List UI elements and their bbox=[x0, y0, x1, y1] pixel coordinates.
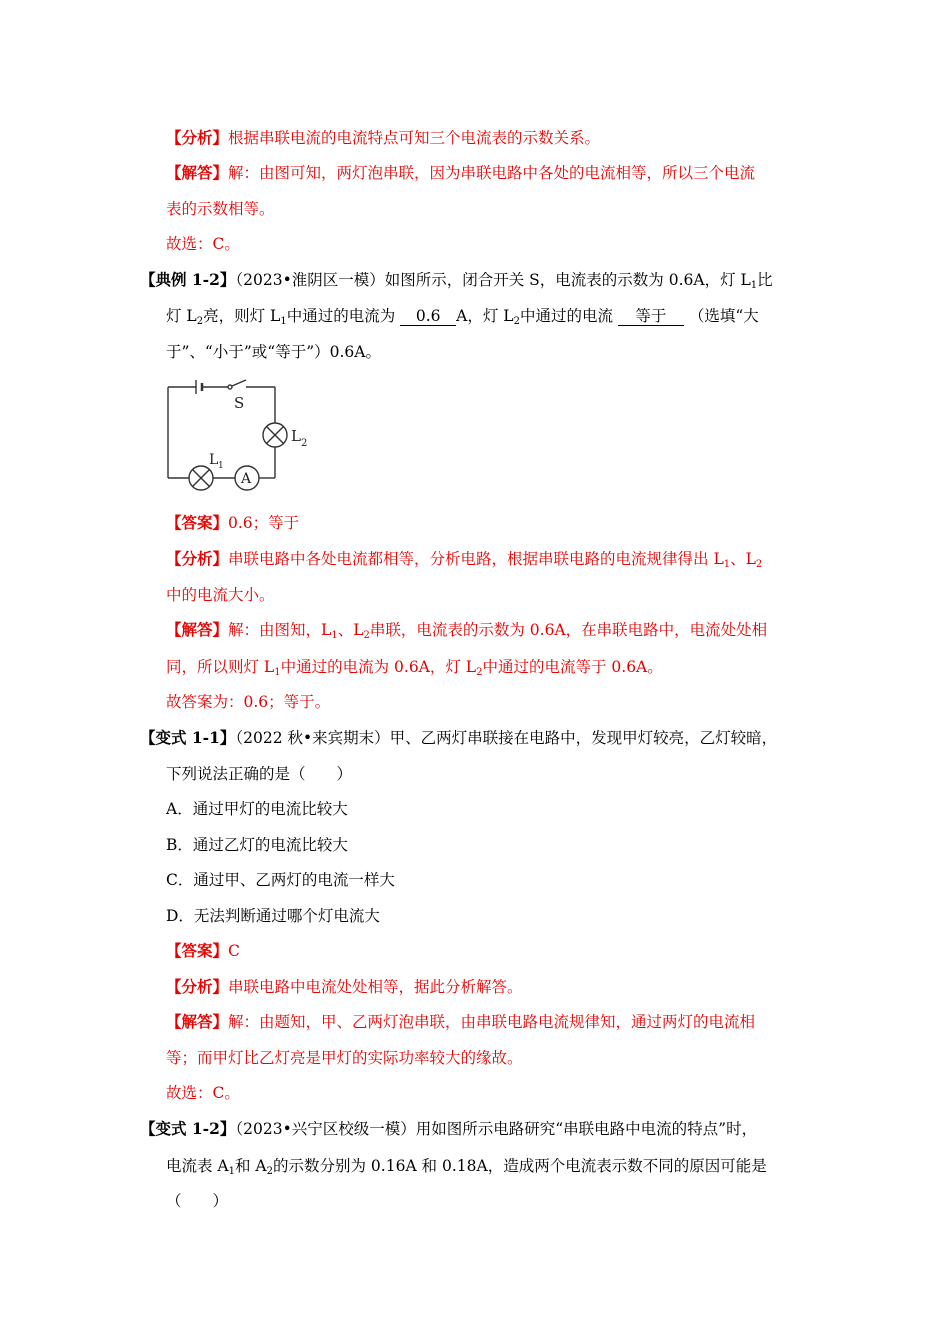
answer-text: C bbox=[228, 942, 240, 960]
switch-label: S bbox=[234, 394, 245, 412]
ex12-analysis-line-1: 【分析】串联电路中各处电流都相等，分析电路，根据串联电路的电流规律得出 $L_1$、$L_2$ bbox=[166, 549, 763, 570]
lamp1-subscript: 1 bbox=[218, 461, 224, 471]
var11-solution-line-1: 【解答】解：由题知，甲、乙两灯泡串联，由串联电路电流规律知，通过两灯的电流相 bbox=[166, 1012, 756, 1031]
ex11-conclusion: 故选：C。 bbox=[166, 235, 240, 253]
ex12-analysis-line-2: 中的电流大小。 bbox=[166, 586, 275, 604]
ex11-solution-line-1 bbox=[166, 162, 755, 184]
solution-tag: 【解答】 bbox=[166, 163, 229, 182]
answer-tag: 【答案】 bbox=[166, 941, 229, 960]
var11-conclusion: 故选：C。 bbox=[166, 1084, 240, 1102]
example-tag: 【典例 1-2】 bbox=[140, 270, 236, 289]
switch-blade bbox=[232, 380, 246, 386]
var12-question-line-1: 【变式 1-2】（2023•兴宁区校级一模）用如图所示电路研究“串联电路中电流的特点”时， bbox=[140, 1119, 758, 1138]
lamp2-subscript: 2 bbox=[301, 438, 308, 449]
var12-question-line-2: 电流表 $A_1$和 $A_2$的示数分别为 0.16A 和 0.18A，造成两个电流表示数不同的原因可能是 bbox=[166, 1157, 767, 1177]
var11-question-line-1: 【变式 1-1】（2022 秋•来宾期末）甲、乙两灯串联接在电路中，发现甲灯较亮，乙灯较暗， bbox=[140, 728, 778, 747]
var11-option-b: B．通过乙灯的电流比较大 bbox=[166, 836, 348, 854]
lamp1-label: L bbox=[209, 452, 219, 468]
ex11-analysis-line bbox=[166, 127, 600, 149]
solution-tag: 【解答】 bbox=[166, 620, 229, 639]
answer-blank-2: 等于 bbox=[618, 307, 684, 326]
lamp2-label: L bbox=[291, 427, 301, 445]
ex12-answer-line bbox=[166, 512, 299, 534]
ex12-question-line-1: 【典例 1-2】（2023•淮阴区一模）如图所示，闭合开关 S，电流表的示数为 0.6A，灯 $L_1$比 bbox=[140, 270, 773, 291]
var11-option-d: D．无法判断通过哪个灯电流大 bbox=[166, 907, 380, 925]
variant-tag: 【变式 1-2】 bbox=[140, 1119, 236, 1138]
var11-option-a: A．通过甲灯的电流比较大 bbox=[166, 800, 348, 818]
variant-tag: 【变式 1-1】 bbox=[140, 728, 236, 747]
answer-tag: 【答案】 bbox=[166, 513, 229, 532]
solution-tag: 【解答】 bbox=[166, 1012, 229, 1031]
answer-text: 0.6；等于 bbox=[228, 514, 300, 532]
analysis-tag: 【分析】 bbox=[166, 549, 229, 568]
var11-analysis-line: 【分析】串联电路中电流处处相等，据此分析解答。 bbox=[166, 977, 523, 996]
ammeter-label: A bbox=[241, 471, 252, 487]
ex12-solution-line-1: 【解答】解：由图知，$L_1$、$L_2$串联，电流表的示数为 0.6A，在串联电路中，电流处处相 bbox=[166, 620, 768, 641]
ex12-question-line-3: 于”、“小于”或“等于”）0.6A。 bbox=[166, 343, 381, 361]
analysis-tag: 【分析】 bbox=[166, 128, 229, 147]
switch-contact-left bbox=[228, 385, 232, 389]
ex11-solution-line-2: 表的示数相等。 bbox=[166, 200, 275, 218]
var11-answer-line bbox=[166, 940, 240, 962]
var12-question-line-3: （ ） bbox=[166, 1192, 229, 1210]
analysis-tag: 【分析】 bbox=[166, 977, 229, 996]
var11-question-line-2: 下列说法正确的是（ ） bbox=[166, 765, 353, 783]
solution-text: 解：由图可知，两灯泡串联，因为串联电路中各处的电流相等，所以三个电流 bbox=[228, 164, 756, 182]
analysis-text: 根据串联电流的电流特点可知三个电流表的示数关系。 bbox=[228, 129, 601, 147]
circuit-diagram bbox=[160, 375, 320, 493]
var11-solution-line-2: 等；而甲灯比乙灯亮是甲灯的实际功率较大的缘故。 bbox=[166, 1049, 523, 1067]
ex12-solution-line-2: 同，所以则灯 $L_1$中通过的电流为 0.6A，灯 $L_2$中通过的电流等于 0.6A。 bbox=[166, 658, 663, 678]
var11-option-c: C．通过甲、乙两灯的电流一样大 bbox=[166, 871, 395, 889]
ex12-conclusion: 故答案为：0.6；等于。 bbox=[166, 693, 331, 711]
answer-blank-1: 0.6 bbox=[400, 307, 456, 326]
ex12-question-line-2: 灯 $L_2$亮，则灯 $L_1$中通过的电流为 0.6 A，灯 $L_2$中通过的电流 等于 （选填“大 bbox=[166, 307, 759, 327]
